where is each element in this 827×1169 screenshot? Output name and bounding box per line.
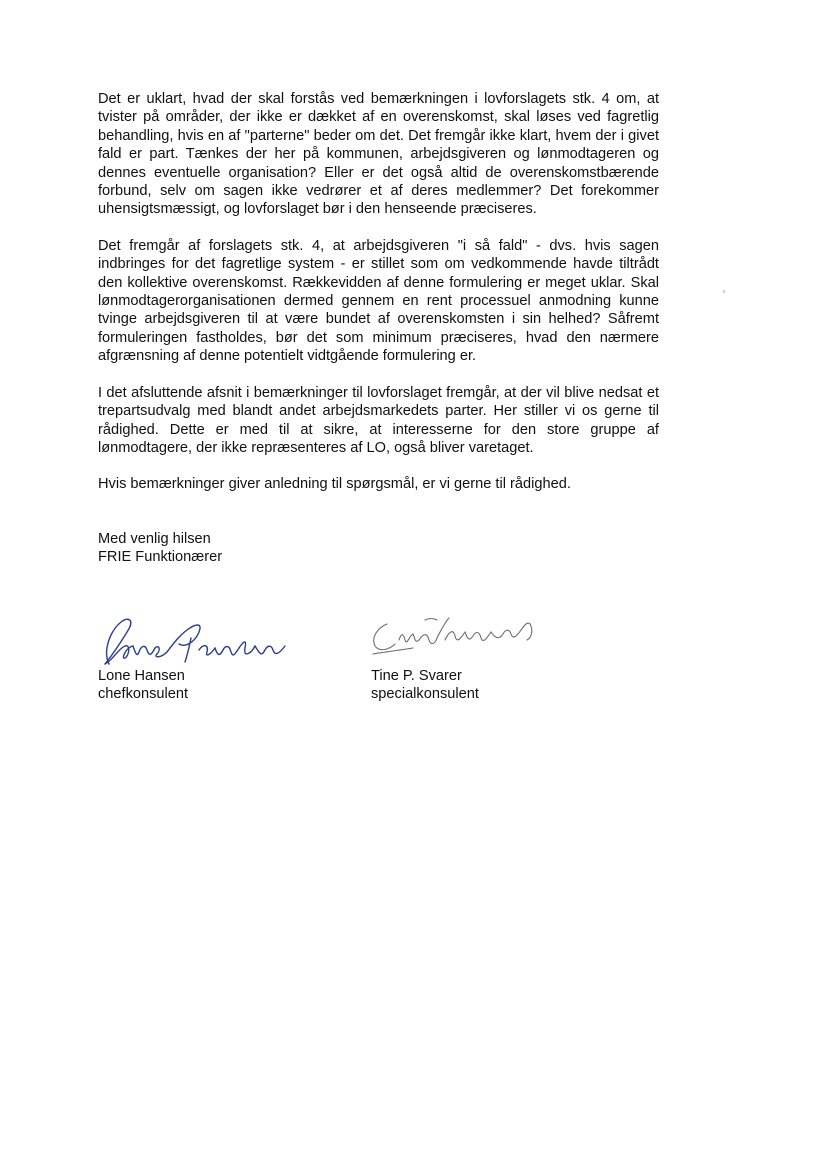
signature-tine-p-svarer	[365, 610, 540, 660]
signatory-title: specialkonsulent	[371, 686, 479, 703]
signatory-right	[371, 667, 479, 704]
closing-organization: FRIE Funktionærer	[98, 549, 223, 566]
paragraph-contact: Hvis bemærkninger giver anledning til spørgsmål, er vi gerne til rådighed.	[98, 476, 571, 493]
letter-body	[98, 90, 659, 512]
scan-speck	[723, 290, 725, 293]
signatory-left	[98, 667, 188, 704]
closing-greeting: Med venlig hilsen	[98, 531, 211, 547]
signatory-name: Tine P. Svarer	[371, 668, 462, 684]
paragraph-tripartite-committee: I det afsluttende afsnit i bemærkninger til lovforslaget fremgår, at der vil blive nedsat et trepartsudvalg med blandt andet arbejdsmarkedets parter. Her stiller vi os gerne til rådighed. Dette er med til at sikre, at interesserne for den store gruppe af lønmodtagere, der ikke repræsenteres af LO, også bliver varetaget.	[98, 384, 659, 456]
paragraph-party-definition: Det er uklart, hvad der skal forstås ved bemærkningen i lovforslagets stk. 4 om, at tvister på områder, der ikke er dækket af en overenskomst, skal løses ved fagretlig behandling, hvis en af "parterne" beder om det. Det fremgår ikke klart, hvem der i givet fald er part. Tænkes der her på kommunen, arbejdsgiveren og lønmodtageren og dennes eventuelle organisation? Eller er det også altid de overenskomstbærende forbund, selv om sagen ikke vedrører et af deres medlemmer? Det forekommer uhensigtsmæssigt, og lovforslaget bør i den henseende præciseres.	[98, 91, 659, 218]
paragraph-employer-bound: Det fremgår af forslagets stk. 4, at arbejdsgiveren "i så fald" - dvs. hvis sagen indbringes for det fagretlige system - er stillet som om vedkommende havde tiltrådt den kollektive overenskomst. Rækkevidden af denne formulering er meget uklar. Skal lønmodtagerorganisationen dermed gennem en rent processuel anmodning kunne tvinge arbejdsgiveren til at være bundet af overenskomsten i sin helhed? Såfremt formuleringen fastholdes, bør det som minimum præciseres, hvad den nærmere afgrænsning af denne potentielt vidtgående formulering er.	[98, 237, 659, 365]
closing-block	[98, 530, 222, 567]
signatory-title: chefkonsulent	[98, 686, 189, 703]
signatory-name: Lone Hansen	[98, 668, 185, 684]
signature-lone-hansen	[95, 608, 295, 672]
